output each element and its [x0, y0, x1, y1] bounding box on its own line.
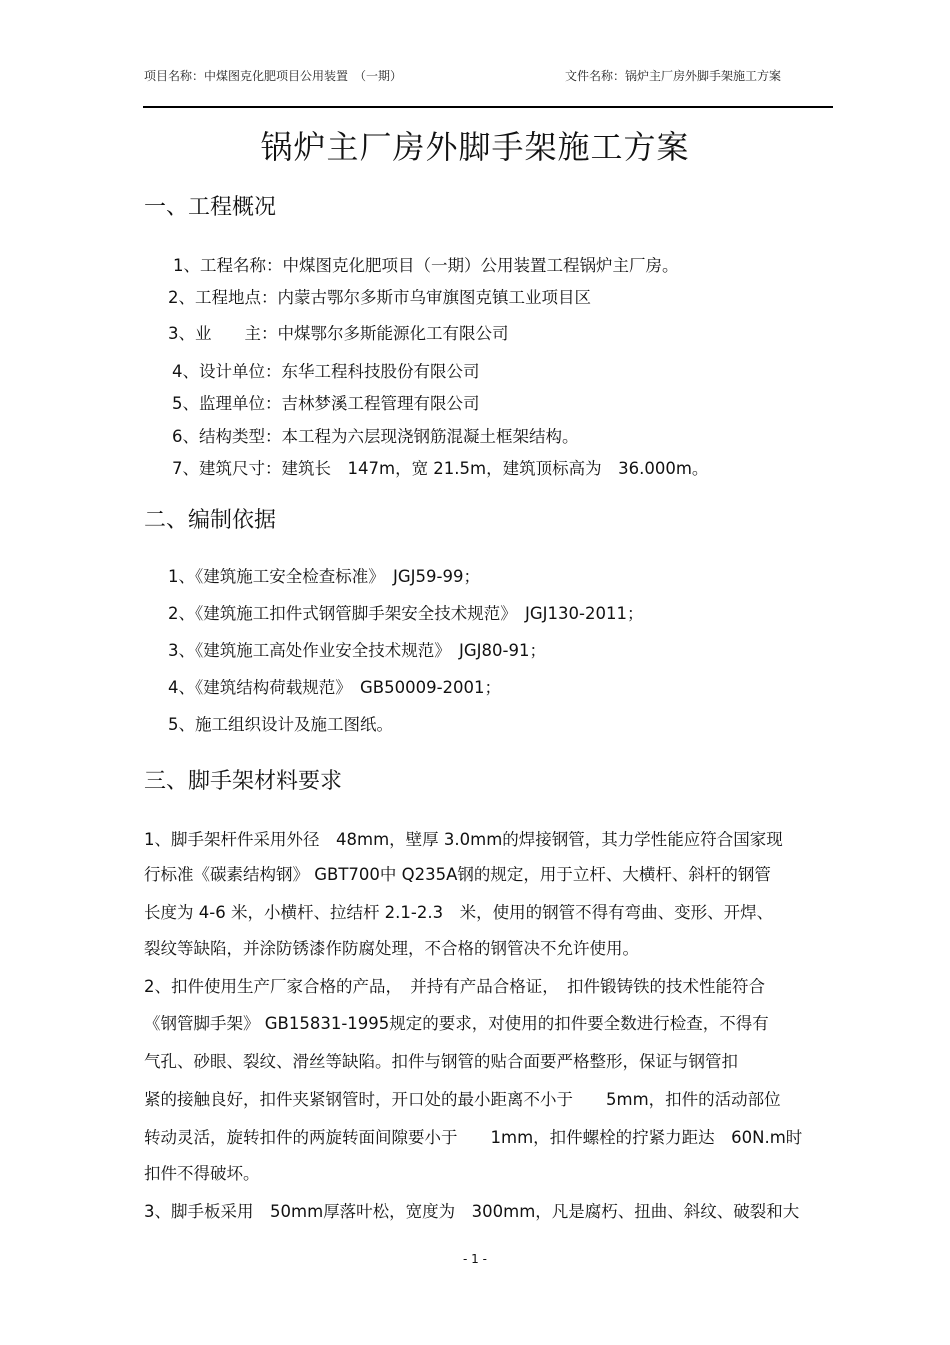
materials-line: 紧的接触良好，扣件夹紧钢管时，开口处的最小距离不小于 5mm，扣件的活动部位	[144, 1090, 781, 1109]
materials-line: 长度为 4-6 米，小横杆、拉结杆 2.1-2.3 米，使用的钢管不得有弯曲、变形、开焊、	[144, 903, 774, 922]
section-heading-overview: 一、工程概况	[144, 195, 277, 220]
materials-line: 裂纹等缺陷，并涂防锈漆作防腐处理，不合格的钢管决不允许使用。	[144, 939, 639, 958]
page-number: - 1 -	[463, 1252, 487, 1266]
materials-line: 扣件不得破坏。	[144, 1164, 260, 1183]
header-file-name: 文件名称：锅炉主厂房外脚手架施工方案	[565, 69, 782, 83]
overview-item: 5、监理单位：吉林梦溪工程管理有限公司	[172, 394, 480, 413]
header-project-name: 项目名称：中煤图克化肥项目公用装置 （一期）	[144, 69, 403, 83]
basis-item: 3、《建筑施工高处作业安全技术规范》 JGJ80-91；	[168, 641, 546, 660]
basis-item: 4、《建筑结构荷载规范》 GB50009-2001；	[168, 678, 502, 697]
basis-item: 5、施工组织设计及施工图纸。	[168, 715, 393, 734]
materials-line: 2、扣件使用生产厂家合格的产品， 并持有产品合格证， 扣件锻铸铁的技术性能符合	[144, 977, 765, 996]
materials-line: 行标准《碳素结构钢》 GBT700中 Q235A钢的规定，用于立杆、大横杆、斜杆的钢管	[144, 865, 771, 884]
header-rule	[143, 106, 833, 108]
overview-item: 1、工程名称：中煤图克化肥项目（一期）公用装置工程锅炉主厂房。	[173, 256, 679, 275]
overview-item: 3、业 主：中煤鄂尔多斯能源化工有限公司	[168, 324, 509, 343]
document-title: 锅炉主厂房外脚手架施工方案	[260, 128, 690, 166]
section-heading-basis: 二、编制依据	[144, 508, 277, 533]
materials-line: 气孔、砂眼、裂纹、滑丝等缺陷。扣件与钢管的贴合面要严格整形，保证与钢管扣	[144, 1052, 738, 1071]
basis-item: 1、《建筑施工安全检查标准》 JGJ59-99；	[168, 567, 480, 586]
overview-item: 6、结构类型：本工程为六层现浇钢筋混凝土框架结构。	[172, 427, 579, 446]
materials-line: 1、脚手架杆件采用外径 48mm，壁厚 3.0mm的焊接钢管，其力学性能应符合国家现	[144, 830, 783, 849]
materials-line: 3、脚手板采用 50mm厚落叶松，宽度为 300mm，凡是腐朽、扭曲、斜纹、破裂和大	[144, 1202, 800, 1221]
overview-item: 7、建筑尺寸：建筑长 147m，宽 21.5m，建筑顶标高为 36.000m。	[172, 459, 709, 478]
section-heading-materials: 三、脚手架材料要求	[144, 769, 343, 794]
materials-line: 《钢管脚手架》 GB15831-1995规定的要求，对使用的扣件要全数进行检查，不得有	[144, 1014, 769, 1033]
overview-item: 2、工程地点：内蒙古鄂尔多斯市乌审旗图克镇工业项目区	[168, 288, 591, 307]
basis-item: 2、《建筑施工扣件式钢管脚手架安全技术规范》 JGJ130-2011；	[168, 604, 644, 623]
overview-item: 4、设计单位：东华工程科技股份有限公司	[172, 362, 480, 381]
materials-line: 转动灵活，旋转扣件的两旋转面间隙要小于 1mm，扣件螺栓的拧紧力距达 60N.m时	[144, 1128, 803, 1147]
